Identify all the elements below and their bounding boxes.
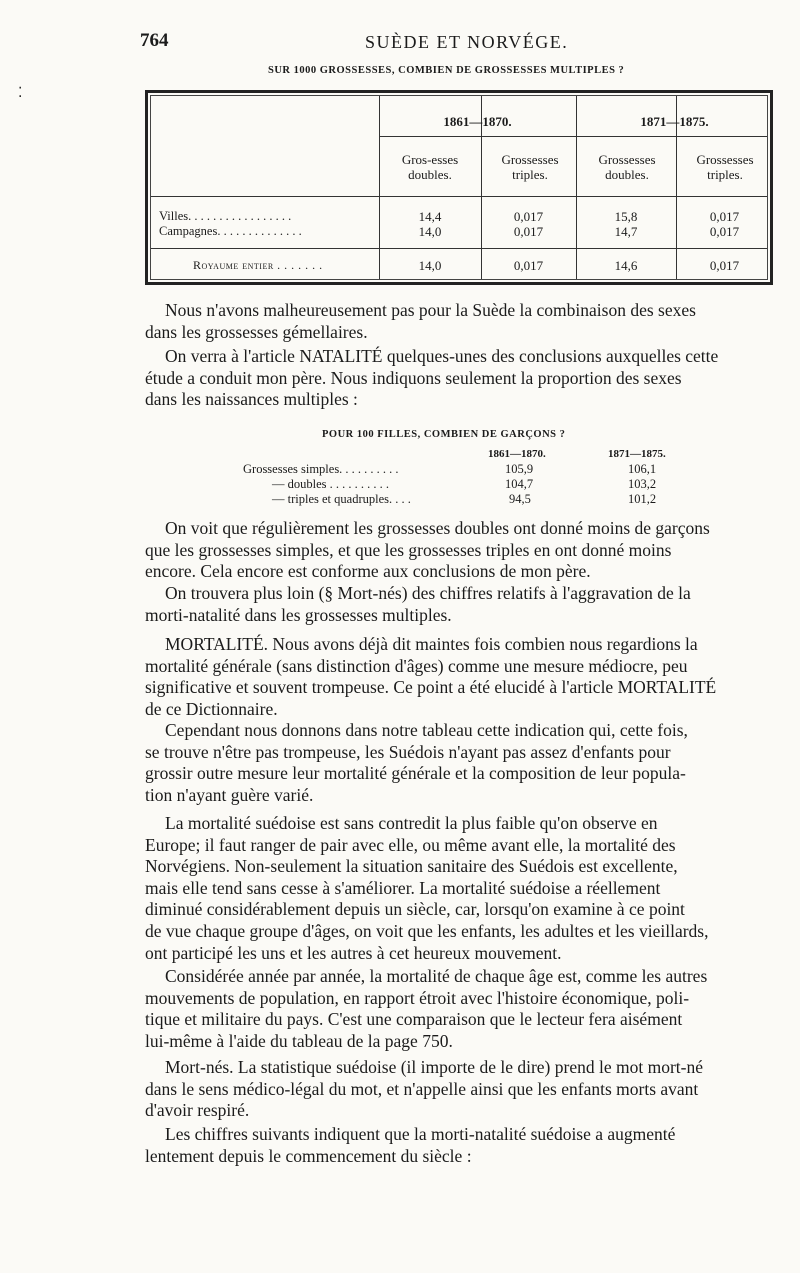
period-header: 1861—1870. <box>443 114 512 129</box>
column-header: Grossesses doubles. <box>598 152 656 182</box>
table-cell: 101,2 <box>628 492 657 506</box>
table-cell: 94,5 <box>509 492 531 506</box>
page-number: 764 <box>140 30 169 51</box>
paragraph: Cependant nous donnons dans notre tableau cette indication qui, cette fois, se trouve n'être pas trompeuse, les Suédois n'ayant pas assez d'enfants pour grossir outre mesure leur mortalité générale et la composition de leur popula- tion n'ayant guère varié. <box>145 720 688 805</box>
table-cell: 15,8 <box>614 209 638 224</box>
period-header: 1871—1875. <box>608 448 666 460</box>
table-cell: 14,0 <box>418 224 442 239</box>
paragraph: Mort-nés. La statistique suédoise (il importe de le dire) prend le mot mort-né dans le sens médico-légal du mot, et n'appelle ainsi que les enfants morts avant d'avoir respiré. <box>145 1057 703 1121</box>
table2-caption: POUR 100 FILLES, COMBIEN DE GARÇONS ? <box>322 429 566 440</box>
row-label: — doubles . . . . . . . . . . <box>272 477 390 491</box>
table-cell: 14,4 <box>418 209 442 224</box>
table-cell: 0,017 <box>513 224 544 239</box>
column-header: Grossesses triples. <box>696 152 754 182</box>
paragraph: MORTALITÉ. Nous avons déjà dit maintes fois combien nous regardions la mortalité générale (sans distinction d'âges) comme une mesure médiocre, peu significative et souvent trompeuse. Ce point a été elucidé à l'article MORTALITÉ de ce Dictionnaire. <box>145 634 717 719</box>
period-header: 1861—1870. <box>488 448 546 460</box>
paragraph: La mortalité suédoise est sans contredit la plus faible qu'on observe en Europe; il faut ranger de pair avec elle, ou même avant elle, la mortalité des Norvégiens. Non-seulement la situation sanitaire des Suédois est excellente, mais elle tend sans cesse à s'améliorer. La mortalité suédoise a réellement diminué considérablement depuis un siècle, car, lorsqu'on examine à ce point de vue chaque groupe d'âges, on voit que les enfants, les adultes et les vieillards, ont participé les uns et les autres à cet heureux mouvement. <box>145 813 709 963</box>
period-header: 1871—1875. <box>640 114 709 129</box>
paragraph: On voit que régulièrement les grossesses doubles ont donné moins de garçons que les grossesses simples, et que les grossesses triples en ont donné moins encore. Cela encore est conforme aux conclusions de mon père. <box>145 518 710 582</box>
row-label: Royaume entier . . . . . . . <box>193 258 323 272</box>
table-cell: 14,6 <box>614 258 638 273</box>
table1-caption: SUR 1000 GROSSESSES, COMBIEN DE GROSSESSES MULTIPLES ? <box>268 65 625 76</box>
row-label: Villes. . . . . . . . . . . . . . . . . <box>159 209 292 223</box>
paragraph: On verra à l'article NATALITÉ quelques-unes des conclusions auxquelles cette étude a conduit mon père. Nous indiquons seulement la proportion des sexes dans les naissances multiples : <box>145 346 719 410</box>
column-header: Grossesses triples. <box>501 152 559 182</box>
table-cell: 14,7 <box>614 224 638 239</box>
paragraph: Nous n'avons malheureusement pas pour la Suède la combinaison des sexes dans les grossesses gémellaires. <box>145 300 696 342</box>
row-label: Campagnes. . . . . . . . . . . . . . <box>159 224 302 238</box>
paragraph: On trouvera plus loin (§ Mort-nés) des chiffres relatifs à l'aggravation de la morti-natalité dans les grossesses multiples. <box>145 583 691 625</box>
table-cell: 0,017 <box>513 258 544 273</box>
table-cell: 103,2 <box>628 477 657 491</box>
running-title: SUÈDE ET NORVÉGE. <box>365 32 569 52</box>
multiple-pregnancies-table <box>145 90 773 285</box>
table-cell: 0,017 <box>709 224 740 239</box>
paragraph: Les chiffres suivants indiquent que la morti-natalité suédoise a augmenté lentement depuis le commencement du siècle : <box>145 1124 676 1166</box>
column-header: Gros-esses doubles. <box>401 152 459 182</box>
table-cell: 0,017 <box>709 258 740 273</box>
table-cell: 106,1 <box>628 462 657 476</box>
table-cell: 104,7 <box>505 477 534 491</box>
table-cell: 0,017 <box>513 209 544 224</box>
table-cell: 105,9 <box>505 462 534 476</box>
table-cell: 14,0 <box>418 258 442 273</box>
table-cell: 0,017 <box>709 209 740 224</box>
row-label: — triples et quadruples. . . . <box>272 492 411 506</box>
paragraph: Considérée année par année, la mortalité de chaque âge est, comme les autres mouvements de population, en rapport étroit avec l'histoire économique, poli- tique et militaire du pays. C'est une comparaison que le lecteur fera aisément lui-même à l'aide du tableau de la page 750. <box>145 966 708 1051</box>
margin-mark: ⁚ <box>18 86 23 101</box>
row-label: Grossesses simples. . . . . . . . . . <box>243 462 399 476</box>
